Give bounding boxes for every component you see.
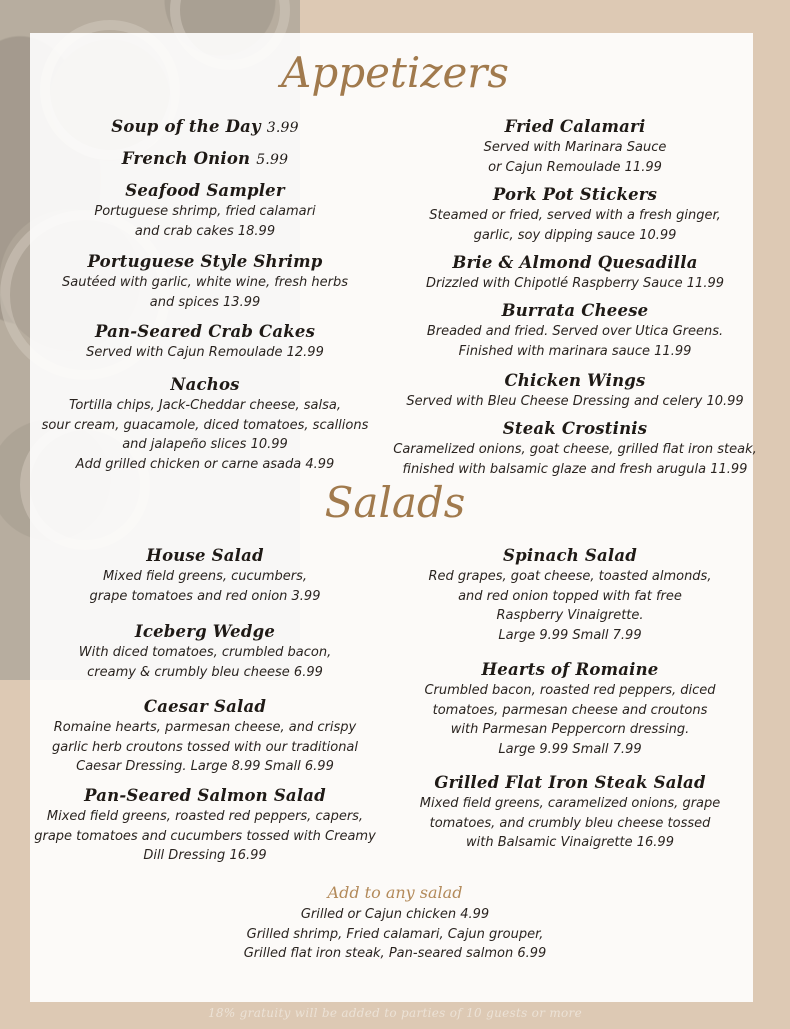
item-name: Brie & Almond Quesadilla <box>452 253 698 272</box>
item-name: Pork Pot Stickers <box>492 185 658 204</box>
menu-item-pan-seared-salmon-salad <box>0 785 410 866</box>
add-to-salad-options: Grilled or Cajun chicken 4.99 Grilled shrimp, Fried calamari, Cajun grouper, Grilled flat iron steak, Pan-seared salmon 6.99 <box>243 907 547 961</box>
item-description: Served with Bleu Cheese Dressing and celery 10.99 <box>406 394 744 409</box>
item-name: Pan-Seared Crab Cakes <box>94 322 316 341</box>
menu-item-house-salad <box>25 545 385 606</box>
item-name: Steak Crostinis <box>502 419 648 438</box>
item-name: Chicken Wings <box>504 371 646 390</box>
menu-item-steak-crostinis <box>380 418 770 479</box>
item-description: Sautéed with garlic, white wine, fresh herbs and spices 13.99 <box>62 275 348 310</box>
item-description: Steamed or fried, served with a fresh ginger, garlic, soy dipping sauce 10.99 <box>429 208 721 243</box>
item-description: Drizzled with Chipotlé Raspberry Sauce 11.99 <box>425 276 725 291</box>
item-name: Grilled Flat Iron Steak Salad <box>434 773 706 792</box>
item-description: Mixed field greens, roasted red peppers, capers, grape tomatoes and cucumbers tossed with Creamy Dill Dressing 16.99 <box>34 809 376 863</box>
menu-item-hearts-of-romaine <box>390 659 750 759</box>
menu-item-soup-of-the-day <box>25 116 385 139</box>
item-name: Soup of the Day 3.99 <box>111 117 299 136</box>
menu-item-pork-pot-stickers <box>395 184 755 245</box>
item-name: Iceberg Wedge <box>134 622 276 641</box>
item-name: Caesar Salad <box>143 697 267 716</box>
item-name: French Onion 5.99 <box>121 149 289 168</box>
item-name: Hearts of Romaine <box>481 660 659 679</box>
item-name: Spinach Salad <box>503 546 637 565</box>
item-description: Mixed field greens, caramelized onions, grape tomatoes, and crumbly bleu cheese tossed with Balsamic Vinaigrette 16.99 <box>419 796 721 850</box>
menu-item-iceberg-wedge <box>25 621 385 682</box>
menu-item-french-onion <box>25 148 385 171</box>
item-description: Mixed field greens, cucumbers, grape tomatoes and red onion 3.99 <box>89 569 321 604</box>
item-name: Portuguese Style Shrimp <box>87 252 323 271</box>
menu-item-seafood-sampler <box>25 180 385 241</box>
menu-item-fried-calamari <box>395 116 755 177</box>
item-description: Portuguese shrimp, fried calamari and crab cakes 18.99 <box>94 204 316 239</box>
menu-item-pan-seared-crab-cakes <box>25 321 385 363</box>
item-description: With diced tomatoes, crumbled bacon, creamy & crumbly bleu cheese 6.99 <box>78 645 332 680</box>
appetizers-heading: Appetizers <box>281 48 509 97</box>
item-name: Pan-Seared Salmon Salad <box>84 786 326 805</box>
menu-item-grilled-flat-iron-steak-salad <box>390 772 750 853</box>
menu-item-burrata-cheese <box>395 300 755 361</box>
item-name: Burrata Cheese <box>501 301 649 320</box>
item-description: Breaded and fried. Served over Utica Greens. Finished with marinara sauce 11.99 <box>426 324 724 359</box>
item-name: House Salad <box>146 546 264 565</box>
gratuity-note: 18% gratuity will be added to parties of 10 guests or more <box>208 1006 582 1020</box>
item-description: Served with Cajun Remoulade 12.99 <box>86 345 324 360</box>
menu-item-portuguese-style-shrimp <box>25 251 385 312</box>
item-name: Fried Calamari <box>504 117 646 136</box>
menu-item-caesar-salad <box>0 696 410 777</box>
item-description: Red grapes, goat cheese, toasted almonds, and red onion topped with fat free Raspberry Vinaigrette. Large 9.99 Small 7.99 <box>428 569 712 643</box>
item-description: Romaine hearts, parmesan cheese, and crispy garlic herb croutons tossed with our traditional Caesar Dressing. Large 8.99 Small 6.99 <box>51 720 359 774</box>
menu-item-brie-almond-quesadilla <box>395 252 755 294</box>
menu-item-spinach-salad <box>390 545 750 645</box>
item-description: Tortilla chips, Jack-Cheddar cheese, salsa, sour cream, guacamole, diced tomatoes, scallions and jalapeño slices 10.99 Add grilled chicken or carne asada 4.99 <box>41 398 369 472</box>
menu-item-chicken-wings <box>395 370 755 412</box>
menu-item-nachos <box>0 374 410 474</box>
add-to-salad-heading: Add to any salad <box>327 883 463 902</box>
item-name: Seafood Sampler <box>125 181 285 200</box>
salads-heading: Salads <box>324 478 466 527</box>
item-description: Served with Marinara Sauce or Cajun Remoulade 11.99 <box>483 140 667 175</box>
item-description: Crumbled bacon, roasted red peppers, diced tomatoes, parmesan cheese and croutons with Parmesan Peppercorn dressing. Large 9.99 Small 7.99 <box>424 683 716 757</box>
item-description: Caramelized onions, goat cheese, grilled flat iron steak, finished with balsamic glaze and fresh arugula 11.99 <box>393 442 757 477</box>
item-name: Nachos <box>170 375 240 394</box>
